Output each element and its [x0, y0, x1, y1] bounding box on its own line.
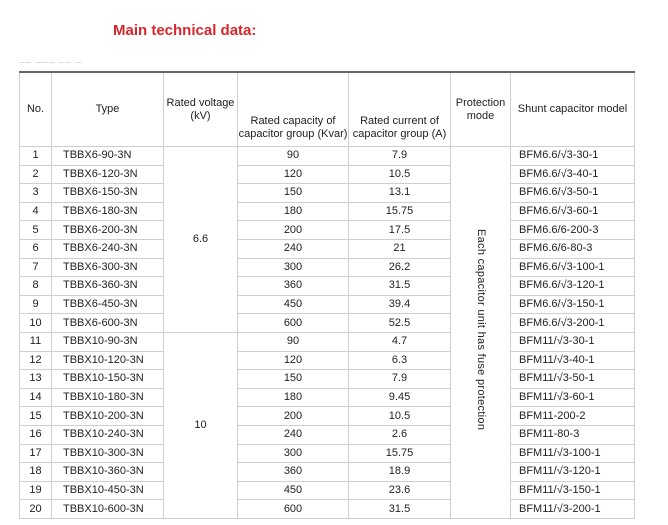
cell-type: TBBX6-240-3N [52, 239, 164, 258]
header-model: Shunt capacitor model [511, 72, 635, 147]
cell-type: TBBX10-600-3N [52, 500, 164, 519]
table-row [20, 202, 635, 221]
cell-model: BFM6.6/√3-60-1 [511, 202, 635, 221]
cell-capacity: 180 [238, 388, 349, 407]
cell-no: 18 [20, 463, 52, 482]
header-protection: Protection mode [451, 72, 511, 147]
cell-no: 16 [20, 425, 52, 444]
cell-current: 39.4 [349, 295, 451, 314]
table-row [20, 239, 635, 258]
cell-no: 4 [20, 202, 52, 221]
cell-current: 23.6 [349, 481, 451, 500]
cell-model: BFM11-80-3 [511, 425, 635, 444]
cell-capacity: 360 [238, 463, 349, 482]
cell-current: 7.9 [349, 147, 451, 166]
cell-current: 17.5 [349, 221, 451, 240]
cell-type: TBBX10-120-3N [52, 351, 164, 370]
cell-model: BFM11/√3-60-1 [511, 388, 635, 407]
faint-caption-decoration: ── ─── ── ─ [19, 58, 83, 67]
header-no: No. [20, 72, 52, 147]
cell-current: 15.75 [349, 202, 451, 221]
cell-capacity: 150 [238, 184, 349, 203]
cell-capacity: 200 [238, 221, 349, 240]
cell-type: TBBX10-180-3N [52, 388, 164, 407]
cell-model: BFM11/√3-30-1 [511, 332, 635, 351]
cell-type: TBBX10-240-3N [52, 425, 164, 444]
cell-current: 6.3 [349, 351, 451, 370]
cell-type: TBBX6-90-3N [52, 147, 164, 166]
cell-type: TBBX6-120-3N [52, 165, 164, 184]
cell-model: BFM6.6/6-200-3 [511, 221, 635, 240]
page-title: Main technical data: [113, 22, 257, 39]
cell-model: BFM6.6/√3-150-1 [511, 295, 635, 314]
cell-no: 13 [20, 370, 52, 389]
table-row [20, 388, 635, 407]
cell-type: TBBX10-200-3N [52, 407, 164, 426]
cell-capacity: 240 [238, 239, 349, 258]
table-row [20, 147, 635, 166]
cell-capacity: 450 [238, 481, 349, 500]
cell-no: 3 [20, 184, 52, 203]
table-row [20, 500, 635, 519]
cell-current: 7.9 [349, 370, 451, 389]
cell-type: TBBX6-600-3N [52, 314, 164, 333]
cell-protection-mode [451, 147, 511, 519]
table-row [20, 221, 635, 240]
cell-type: TBBX6-200-3N [52, 221, 164, 240]
cell-model: BFM11/√3-200-1 [511, 500, 635, 519]
cell-current: 10.5 [349, 165, 451, 184]
cell-current: 10.5 [349, 407, 451, 426]
cell-type: TBBX6-300-3N [52, 258, 164, 277]
cell-model: BFM11-200-2 [511, 407, 635, 426]
protection-mode-text: Each capacitor unit has fuse protection [475, 228, 487, 431]
cell-model: BFM6.6/√3-30-1 [511, 147, 635, 166]
cell-model: BFM6.6/√3-40-1 [511, 165, 635, 184]
cell-model: BFM11/√3-40-1 [511, 351, 635, 370]
cell-no: 6 [20, 239, 52, 258]
cell-no: 1 [20, 147, 52, 166]
cell-model: BFM11/√3-100-1 [511, 444, 635, 463]
cell-current: 52.5 [349, 314, 451, 333]
cell-capacity: 150 [238, 370, 349, 389]
cell-current: 15.75 [349, 444, 451, 463]
cell-rated-voltage: 6.6 [164, 147, 238, 333]
cell-model: BFM6.6/√3-200-1 [511, 314, 635, 333]
cell-type: TBBX6-360-3N [52, 277, 164, 296]
cell-no: 7 [20, 258, 52, 277]
cell-no: 2 [20, 165, 52, 184]
table-row [20, 425, 635, 444]
cell-capacity: 600 [238, 314, 349, 333]
cell-type: TBBX6-150-3N [52, 184, 164, 203]
cell-capacity: 240 [238, 425, 349, 444]
table-row [20, 314, 635, 333]
cell-capacity: 300 [238, 444, 349, 463]
cell-no: 10 [20, 314, 52, 333]
cell-current: 18.9 [349, 463, 451, 482]
cell-model: BFM11/√3-50-1 [511, 370, 635, 389]
cell-no: 17 [20, 444, 52, 463]
table-row [20, 165, 635, 184]
table-row [20, 444, 635, 463]
cell-rated-voltage: 10 [164, 332, 238, 518]
cell-no: 9 [20, 295, 52, 314]
cell-current: 4.7 [349, 332, 451, 351]
cell-no: 15 [20, 407, 52, 426]
cell-no: 12 [20, 351, 52, 370]
technical-data-table [19, 71, 635, 519]
cell-model: BFM6.6/6-80-3 [511, 239, 635, 258]
cell-capacity: 90 [238, 332, 349, 351]
cell-model: BFM6.6/√3-100-1 [511, 258, 635, 277]
table-row [20, 481, 635, 500]
table-row [20, 332, 635, 351]
cell-type: TBBX6-180-3N [52, 202, 164, 221]
cell-capacity: 120 [238, 165, 349, 184]
table-row [20, 277, 635, 296]
table-row [20, 407, 635, 426]
cell-type: TBBX10-300-3N [52, 444, 164, 463]
table-row [20, 351, 635, 370]
table-row [20, 184, 635, 203]
cell-capacity: 300 [238, 258, 349, 277]
cell-current: 13.1 [349, 184, 451, 203]
cell-current: 2.6 [349, 425, 451, 444]
cell-model: BFM11/√3-120-1 [511, 463, 635, 482]
cell-capacity: 90 [238, 147, 349, 166]
header-voltage: Rated voltage (kV) [164, 72, 238, 147]
cell-no: 8 [20, 277, 52, 296]
cell-capacity: 360 [238, 277, 349, 296]
cell-capacity: 200 [238, 407, 349, 426]
header-capacity: Rated capacity of capacitor group (Kvar) [238, 72, 349, 147]
cell-model: BFM6.6/√3-50-1 [511, 184, 635, 203]
cell-current: 31.5 [349, 277, 451, 296]
cell-current: 26.2 [349, 258, 451, 277]
table-row [20, 295, 635, 314]
cell-no: 11 [20, 332, 52, 351]
cell-no: 19 [20, 481, 52, 500]
cell-current: 9.45 [349, 388, 451, 407]
table-row [20, 463, 635, 482]
cell-type: TBBX6-450-3N [52, 295, 164, 314]
cell-model: BFM11/√3-150-1 [511, 481, 635, 500]
cell-type: TBBX10-150-3N [52, 370, 164, 389]
table-row [20, 370, 635, 389]
table-row [20, 258, 635, 277]
cell-current: 31.5 [349, 500, 451, 519]
cell-no: 20 [20, 500, 52, 519]
cell-capacity: 600 [238, 500, 349, 519]
cell-type: TBBX10-360-3N [52, 463, 164, 482]
header-type: Type [52, 72, 164, 147]
cell-type: TBBX10-450-3N [52, 481, 164, 500]
table-header-row [20, 72, 635, 147]
header-current: Rated current of capacitor group (A) [349, 72, 451, 147]
cell-no: 14 [20, 388, 52, 407]
cell-capacity: 120 [238, 351, 349, 370]
cell-capacity: 180 [238, 202, 349, 221]
cell-model: BFM6.6/√3-120-1 [511, 277, 635, 296]
cell-capacity: 450 [238, 295, 349, 314]
cell-type: TBBX10-90-3N [52, 332, 164, 351]
cell-current: 21 [349, 239, 451, 258]
cell-no: 5 [20, 221, 52, 240]
